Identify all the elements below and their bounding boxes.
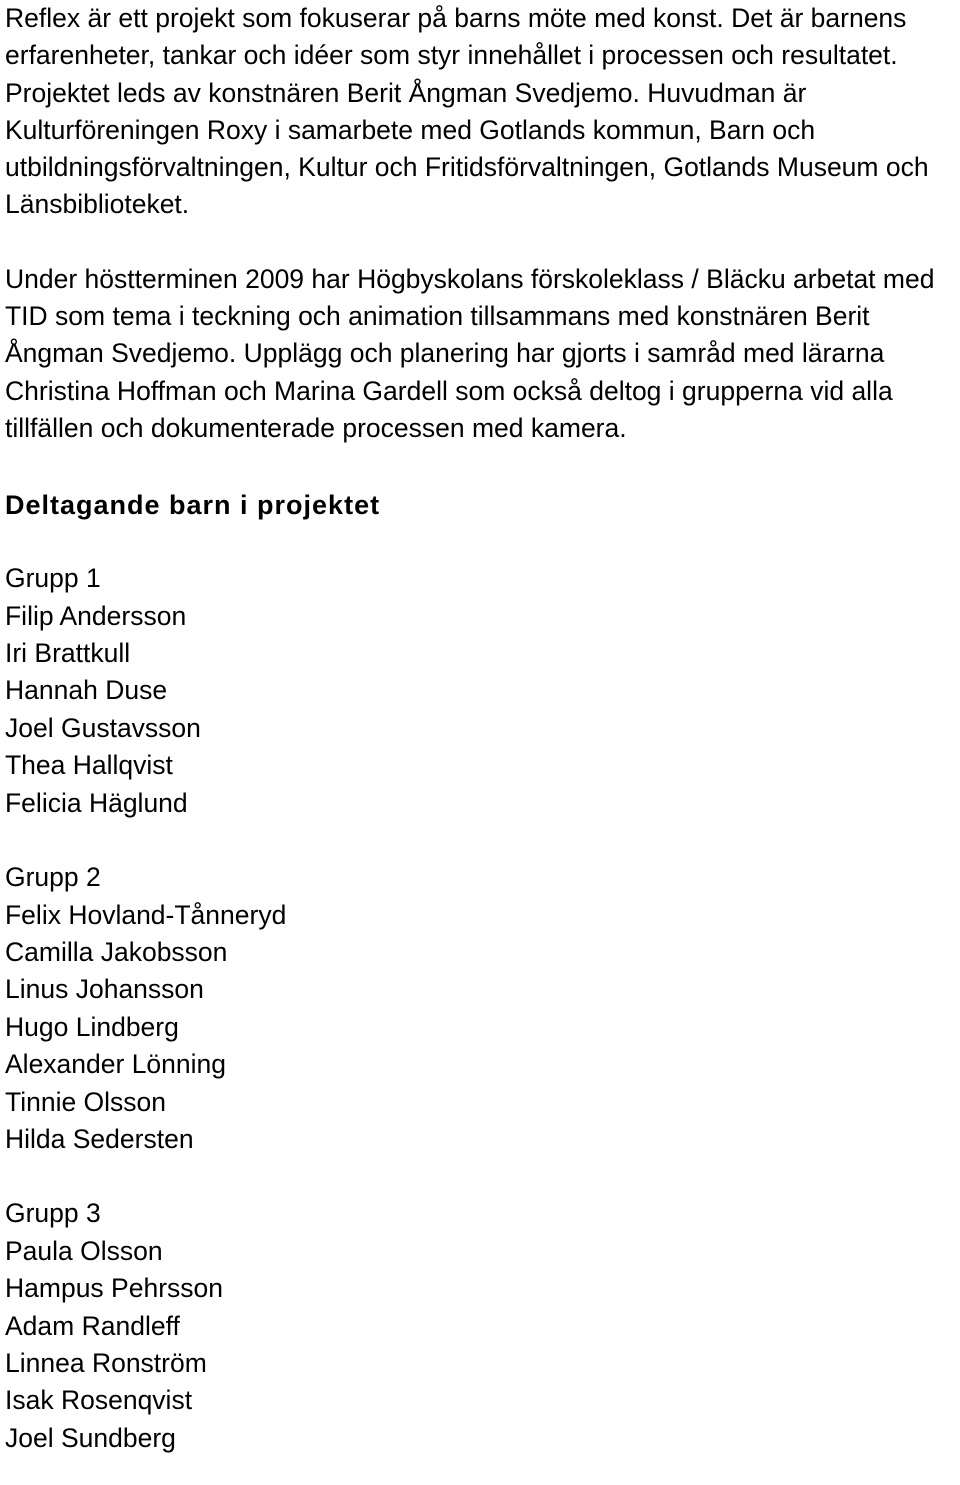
list-item: Hannah Duse xyxy=(5,675,168,706)
list-item: Felix Hovland-Tånneryd xyxy=(5,899,287,930)
list-item: Iri Brattkull xyxy=(5,638,131,669)
list-item: Tinnie Olsson xyxy=(5,1086,167,1117)
group-2 xyxy=(5,859,957,1158)
member-list xyxy=(5,897,957,1159)
group-1 xyxy=(5,560,957,822)
list-item: Thea Hallqvist xyxy=(5,750,173,781)
list-item: Adam Randleff xyxy=(5,1310,180,1341)
intro-paragraph-2: Under höstterminen 2009 har Högbyskolans förskoleklass / Bläcku arbetat med TID som tema i teckning och animation tillsammans med konstnären Berit Ångman Svedjemo. Upplägg och planering har gjorts i samråd med lärarna Christina Hoffman och Marina Gardell som också deltog i grupperna vid alla tillfällen och dokumenterade processen med kamera. xyxy=(5,263,935,443)
group-title: Grupp 2 xyxy=(5,862,101,893)
list-item: Alexander Lönning xyxy=(5,1049,227,1080)
list-item: Hugo Lindberg xyxy=(5,1011,179,1042)
group-title: Grupp 3 xyxy=(5,1198,101,1229)
group-title: Grupp 1 xyxy=(5,563,101,594)
list-item: Paula Olsson xyxy=(5,1235,163,1266)
list-item: Joel Sundberg xyxy=(5,1422,176,1453)
member-list xyxy=(5,598,957,822)
list-item: Camilla Jakobsson xyxy=(5,936,228,967)
member-list xyxy=(5,1233,957,1457)
list-item: Hilda Sedersten xyxy=(5,1123,194,1154)
list-item: Filip Andersson xyxy=(5,600,187,631)
list-item: Linnea Ronström xyxy=(5,1347,207,1378)
list-item: Linus Johansson xyxy=(5,974,204,1005)
list-item: Joel Gustavsson xyxy=(5,712,201,743)
document-page xyxy=(5,0,957,1457)
list-item: Hampus Pehrsson xyxy=(5,1273,223,1304)
list-item: Isak Rosenqvist xyxy=(5,1385,193,1416)
intro-paragraph-1: Reflex är ett projekt som fokuserar på barns möte med konst. Det är barnens erfarenheter, tankar och idéer som styr innehållet i processen och resultatet. Projektet leds av konstnären Berit Ångman Svedjemo. Huvudman är Kulturföreningen Roxy i samarbete med Gotlands kommun, Barn och utbildningsförvaltningen, Kultur och Fritidsförvaltningen, Gotlands Museum och Länsbiblioteket. xyxy=(5,3,929,220)
list-item: Felicia Häglund xyxy=(5,787,188,818)
section-heading: Deltagande barn i projektet xyxy=(5,490,381,521)
group-3 xyxy=(5,1195,957,1457)
